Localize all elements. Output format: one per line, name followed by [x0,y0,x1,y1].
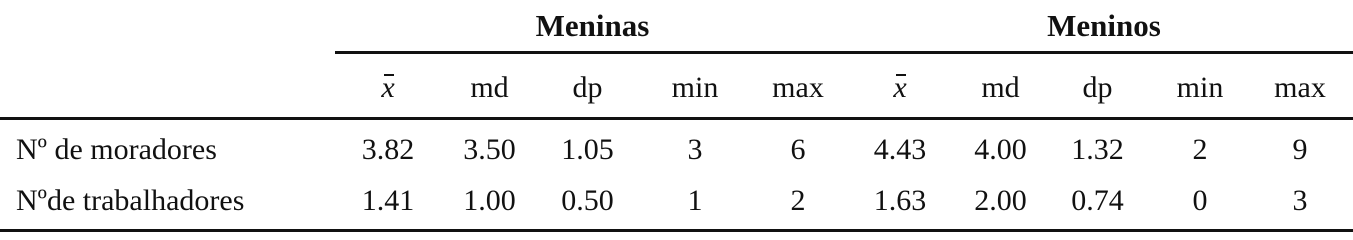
table-cell: 3.82 [361,133,415,166]
header-median-meninos: md [981,71,1020,104]
table-cell: 1.00 [463,184,516,217]
table-cell: 0 [1192,184,1208,217]
table-cell: 6 [790,133,806,166]
table-cell: 4.43 [873,133,927,166]
table-cell: 1.05 [561,133,614,166]
table-cell: 2 [790,184,806,217]
table-cell: 1.41 [361,184,415,217]
header-mean-meninas: x [338,68,438,108]
table-cell: 1.63 [873,184,927,217]
table-cell: 9 [1292,133,1308,166]
table-cell: 0.50 [561,184,614,217]
table-cell: 3.50 [463,133,516,166]
header-sd-meninos: dp [1082,71,1113,104]
header-sd-meninas: dp [572,71,603,104]
table-cell: 2 [1192,133,1208,166]
table-cell: 1 [687,184,703,217]
table-cell: 1.32 [1071,133,1124,166]
header-bottom-rule [0,117,1353,120]
group-title-meninas: Meninas [535,8,650,43]
header-max-meninos: max [1274,71,1326,104]
table-cell: 4.00 [974,133,1027,166]
header-median-meninas: md [470,71,509,104]
group-title-meninos: Meninos [1047,8,1161,43]
header-min-meninos: min [1176,71,1224,104]
row-label-moradores: Nº de moradores [16,133,217,166]
header-min-meninas: min [671,71,719,104]
header-group-rule [335,51,1353,54]
header-mean-meninos: x [850,68,950,108]
header-max-meninas: max [772,71,824,104]
table-bottom-rule [0,229,1353,232]
row-label-trabalhadores: Nºde trabalhadores [16,184,245,217]
table-cell: 3 [687,133,703,166]
table-cell: 0.74 [1071,184,1124,217]
table-cell: 3 [1292,184,1308,217]
table-cell: 2.00 [974,184,1027,217]
